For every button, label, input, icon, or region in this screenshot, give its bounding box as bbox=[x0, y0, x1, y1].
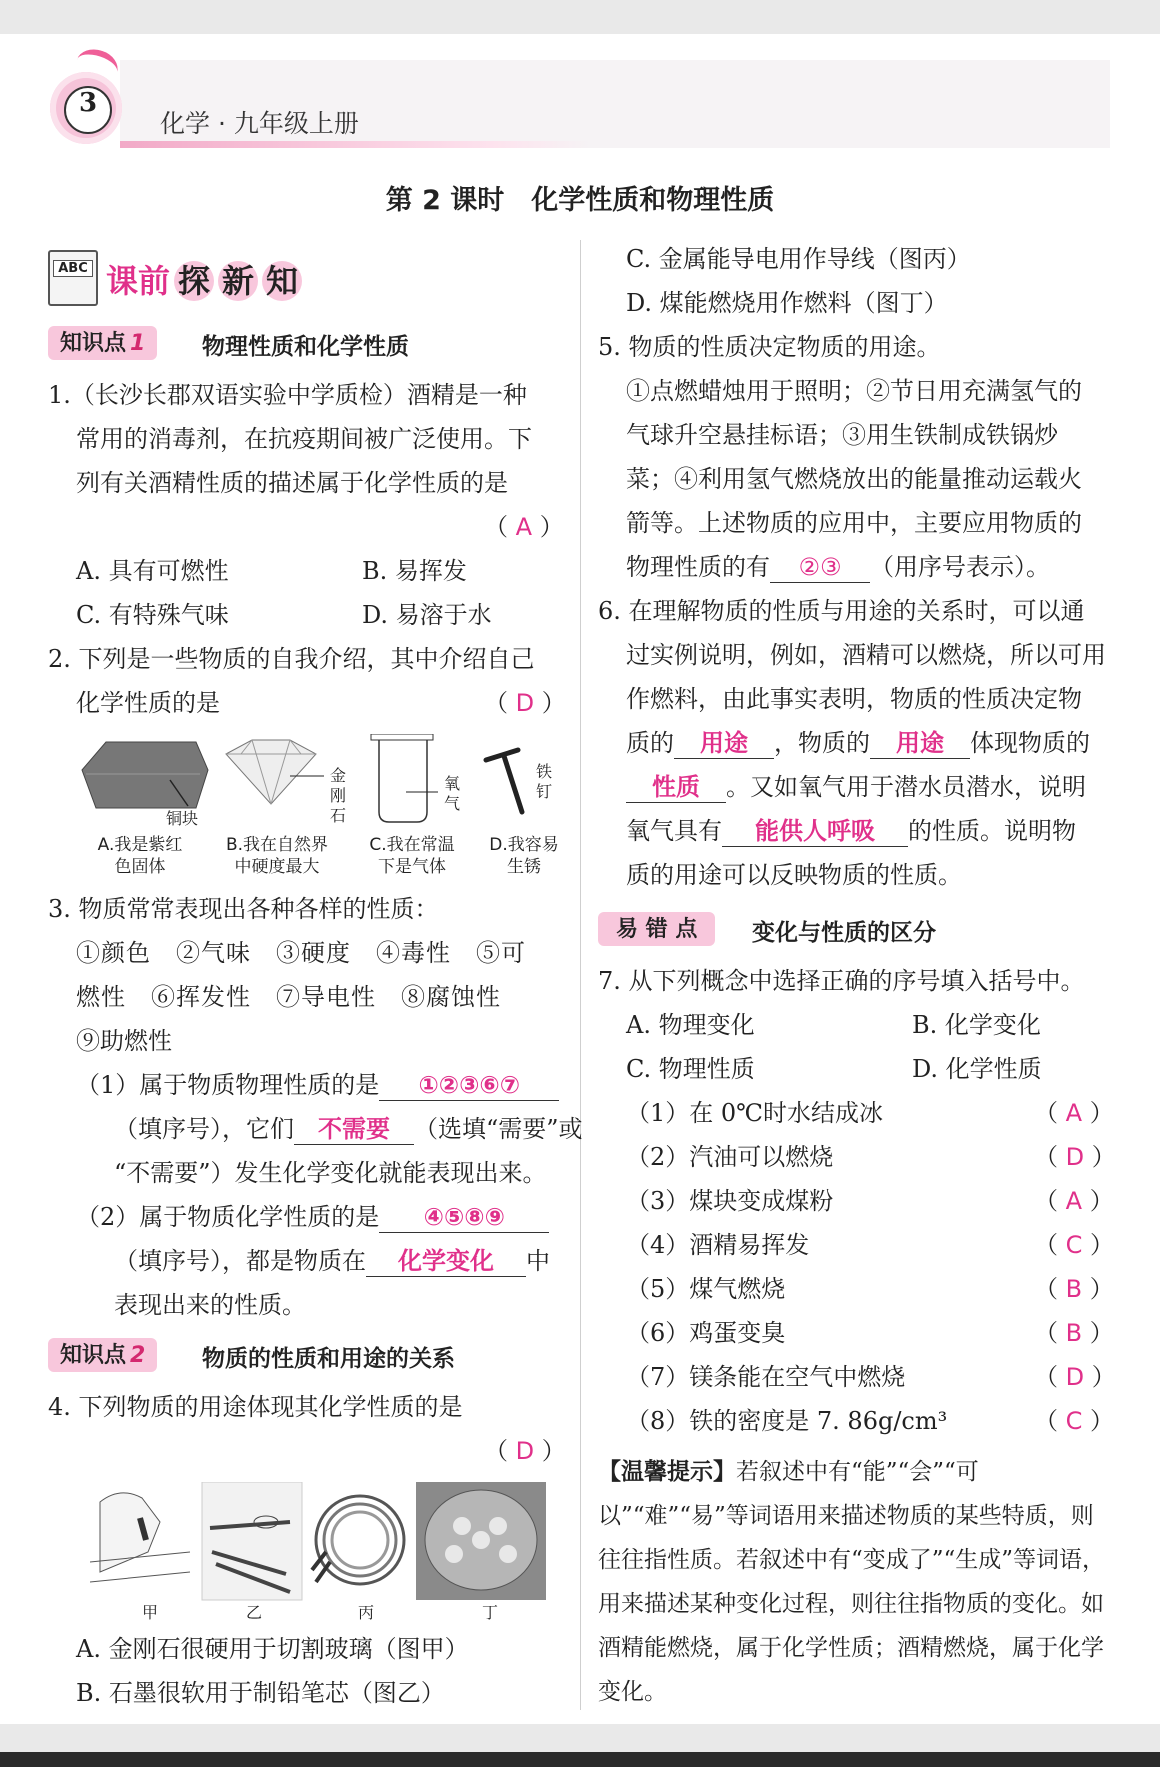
fig-label-bing: 丙 bbox=[358, 1603, 375, 1622]
q3-line2: ①颜色 ②气味 ③硬度 ④毒性 ⑤可 bbox=[76, 939, 526, 967]
q4-option-d: D. 煤能燃烧用作燃料（图丁） bbox=[626, 289, 948, 317]
q6-l6a: 氧气具有 bbox=[626, 817, 722, 845]
fig-label-jia: 甲 bbox=[142, 1603, 159, 1622]
q7-item: （8）铁的密度是 7. 86g/cm³ bbox=[626, 1407, 948, 1435]
q1-option-a: A. 具有可燃性 bbox=[76, 557, 229, 585]
q3-p1-answer2: 不需要 bbox=[294, 1114, 414, 1145]
q7-item-answer-box: （ B ） bbox=[1034, 1319, 1114, 1347]
q7-item-answer: C bbox=[1065, 1231, 1083, 1259]
q5-line2: ①点燃蜡烛用于照明；②节日用充满氢气的 bbox=[626, 377, 1082, 405]
q7-item-answer: B bbox=[1065, 1319, 1083, 1347]
q7-item-answer: A bbox=[1065, 1187, 1083, 1215]
q4-answer: D bbox=[515, 1437, 535, 1465]
nail-image bbox=[486, 750, 522, 812]
q2-caption-c: C.我在常温 下是气体 bbox=[369, 835, 455, 877]
q7-option-b: B. 化学变化 bbox=[912, 1011, 1041, 1039]
q2-figure bbox=[76, 734, 566, 824]
fig-label-ding: 丁 bbox=[482, 1603, 499, 1622]
kp-tag: 易 错 点 bbox=[598, 912, 715, 946]
q2-line2: 化学性质的是 bbox=[76, 689, 220, 717]
knowledge-point-1 bbox=[48, 326, 409, 362]
q6-l6b: 的性质。说明物 bbox=[908, 817, 1076, 845]
q1-answer: A bbox=[515, 513, 533, 541]
page-number: 3 bbox=[64, 86, 112, 134]
pencil-image bbox=[202, 1482, 302, 1600]
header-underline bbox=[120, 141, 590, 148]
nail-label: 铁 钉 bbox=[536, 762, 553, 801]
copper-label: 铜块 bbox=[166, 809, 199, 828]
q7-item-answer: B bbox=[1065, 1275, 1083, 1303]
kp-tag-text: 知识点 bbox=[60, 331, 127, 356]
q3-line1: 3. 物质常常表现出各种各样的性质： bbox=[48, 895, 439, 923]
q1-line2: 常用的消毒剂，在抗疫期间被广泛使用。下 bbox=[76, 425, 532, 453]
q3-p2b-text: （填序号），都是物质在 bbox=[114, 1247, 366, 1275]
kp-title: 物质的性质和用途的关系 bbox=[202, 1346, 455, 1372]
section-title-a: 课前 bbox=[106, 262, 171, 300]
q6-line6 bbox=[626, 816, 1076, 847]
q3-part1-line3: “不需要”）发生化学变化就能表现出来。 bbox=[114, 1159, 547, 1187]
q1-line3: 列有关酒精性质的描述属于化学性质的是 bbox=[76, 469, 508, 497]
q2-line1: 2. 下列是一些物质的自我介绍，其中介绍自己 bbox=[48, 645, 535, 673]
kp-tag bbox=[48, 326, 157, 360]
q7-item: （1）在 0℃时水结成冰 bbox=[626, 1099, 884, 1127]
q4-option-b: B. 石墨很软用于制铅笔芯（图乙） bbox=[76, 1679, 445, 1707]
q7-item-answer-box: （ A ） bbox=[1034, 1099, 1114, 1127]
q7-option-a: A. 物理变化 bbox=[626, 1011, 755, 1039]
abc-book-icon bbox=[48, 250, 98, 306]
q5-l6a: 物理性质的有 bbox=[626, 553, 770, 581]
book-title: 化学 · 九年级上册 bbox=[160, 109, 359, 138]
q2-answer: D bbox=[515, 689, 535, 717]
q4-line1: 4. 下列物质的用途体现其化学性质的是 bbox=[48, 1393, 463, 1421]
section-title-char: 新 bbox=[218, 261, 258, 301]
q6-answer4: 能供人呼吸 bbox=[722, 816, 908, 847]
q1-option-d: D. 易溶于水 bbox=[362, 601, 492, 629]
q7-option-d: D. 化学性质 bbox=[912, 1055, 1042, 1083]
abc-icon-text: ABC bbox=[53, 260, 93, 277]
column-divider bbox=[580, 240, 581, 1710]
warm-tip bbox=[598, 1450, 1113, 1714]
q5-answer: ②③ bbox=[770, 552, 870, 583]
q5-line4: 菜；④利用氢气燃烧放出的能量推动运载火 bbox=[626, 465, 1082, 493]
kp-title: 物理性质和化学性质 bbox=[202, 334, 409, 360]
page-number-badge bbox=[50, 72, 122, 144]
q6-l5b: 。又如氧气用于潜水员潜水，说明 bbox=[726, 773, 1086, 801]
q5-line6 bbox=[626, 552, 1050, 583]
q6-l4a: 质的 bbox=[626, 729, 674, 757]
q7-item-answer: A bbox=[1065, 1099, 1083, 1127]
q6-line5 bbox=[626, 772, 1086, 803]
q3-p2-answer2: 化学变化 bbox=[366, 1246, 526, 1277]
bottom-bar bbox=[0, 1752, 1160, 1767]
q6-l4c: 体现物质的 bbox=[970, 729, 1090, 757]
section-title bbox=[106, 256, 302, 302]
q3-p1-answer: ①②③⑥⑦ bbox=[379, 1070, 559, 1101]
q6-line2: 过实例说明，例如，酒精可以燃烧，所以可用 bbox=[626, 641, 1106, 669]
q1-line1: 1.（长沙长郡双语实验中学质检）酒精是一种 bbox=[48, 381, 527, 409]
q1-option-c: C. 有特殊气味 bbox=[76, 601, 229, 629]
q7-line1: 7. 从下列概念中选择正确的序号填入括号中。 bbox=[598, 967, 1085, 995]
q7-item-answer-box: （ B ） bbox=[1034, 1275, 1114, 1303]
q6-answer3: 性质 bbox=[626, 772, 726, 803]
q3-part2-line2 bbox=[114, 1246, 550, 1277]
q7-item-answer-box: （ D ） bbox=[1034, 1363, 1116, 1391]
q6-answer1: 用途 bbox=[674, 728, 774, 759]
q3-part2-line3: 表现出来的性质。 bbox=[114, 1291, 306, 1319]
q2-caption-d: D.我容易 生锈 bbox=[489, 835, 559, 877]
q3-p1b-text: （填序号），它们 bbox=[114, 1115, 294, 1143]
q7-option-c: C. 物理性质 bbox=[626, 1055, 755, 1083]
q7-item-answer-box: （ C ） bbox=[1034, 1407, 1115, 1435]
q7-item: （7）镁条能在空气中燃烧 bbox=[626, 1363, 906, 1391]
kp-title: 变化与性质的区分 bbox=[752, 920, 936, 946]
coal-stove-image bbox=[416, 1482, 546, 1600]
lesson-title: 第 2 课时 化学性质和物理性质 bbox=[385, 185, 775, 216]
q7-item: （6）鸡蛋变臭 bbox=[626, 1319, 786, 1347]
section-title-char: 探 bbox=[174, 261, 214, 301]
q7-item-answer: D bbox=[1065, 1143, 1085, 1171]
q7-item-answer: C bbox=[1065, 1407, 1083, 1435]
q3-p2-answer: ④⑤⑧⑨ bbox=[379, 1202, 549, 1233]
q2-caption-a: A.我是紫红 色固体 bbox=[97, 835, 183, 877]
fig-label-yi: 乙 bbox=[246, 1603, 263, 1622]
kp-tag bbox=[48, 1338, 157, 1372]
q7-item: （5）煤气燃烧 bbox=[626, 1275, 786, 1303]
q6-line4 bbox=[626, 728, 1090, 759]
q3-part1 bbox=[76, 1070, 559, 1101]
q6-l4b: ，物质的 bbox=[774, 729, 870, 757]
q1-answer-box: （ A ） bbox=[484, 513, 564, 541]
kp-num: 2 bbox=[130, 1343, 146, 1368]
q3-line4: ⑨助燃性 bbox=[76, 1027, 172, 1055]
q6-line1: 6. 在理解物质的性质与用途的关系时，可以通 bbox=[598, 597, 1085, 625]
kp-tag-text: 知识点 bbox=[60, 1343, 127, 1368]
diamond-label: 金 刚 石 bbox=[330, 766, 347, 825]
q3-p2-text: （2）属于物质化学性质的是 bbox=[76, 1203, 380, 1231]
q6-line3: 作燃料，由此事实表明，物质的性质决定物 bbox=[626, 685, 1082, 713]
q7-item-answer: D bbox=[1065, 1363, 1085, 1391]
q5-line3: 气球升空悬挂标语；③用生铁制成铁锅炒 bbox=[626, 421, 1058, 449]
knowledge-point-2 bbox=[48, 1338, 455, 1374]
q5-line5: 箭等。上述物质的应用中，主要应用物质的 bbox=[626, 509, 1082, 537]
q7-item-answer-box: （ A ） bbox=[1034, 1187, 1114, 1215]
q7-item-answer-box: （ D ） bbox=[1034, 1143, 1116, 1171]
q3-part1-line2 bbox=[114, 1114, 583, 1145]
q2-caption-b: B.我在自然界 中硬度最大 bbox=[225, 835, 329, 877]
q3-p1-text: （1）属于物质物理性质的是 bbox=[76, 1071, 380, 1099]
error-point bbox=[598, 912, 936, 948]
q7-item-answer-box: （ C ） bbox=[1034, 1231, 1115, 1259]
diamond-image bbox=[226, 740, 316, 804]
gas-jar-image bbox=[371, 734, 433, 740]
q1-option-b: B. 易挥发 bbox=[362, 557, 467, 585]
q4-option-a: A. 金刚石很硬用于切割玻璃（图甲） bbox=[76, 1635, 469, 1663]
q5-l6b: （用序号表示）。 bbox=[870, 553, 1050, 581]
wire-coil-image bbox=[312, 1496, 404, 1584]
copper-block-image bbox=[82, 742, 208, 808]
oxygen-label: 氧 气 bbox=[444, 774, 461, 813]
q7-item: （4）酒精易挥发 bbox=[626, 1231, 810, 1259]
q3-p2c-text: 中 bbox=[526, 1247, 550, 1275]
q7-item: （2）汽油可以燃烧 bbox=[626, 1143, 834, 1171]
q6-line7: 质的用途可以反映物质的性质。 bbox=[626, 861, 962, 889]
q3-line3: 燃性 ⑥挥发性 ⑦导电性 ⑧腐蚀性 bbox=[76, 983, 501, 1011]
q4-answer-box: （ D ） bbox=[484, 1437, 566, 1465]
q3-p1c-text: （选填“需要”或 bbox=[414, 1115, 583, 1143]
q7-item: （3）煤块变成煤粉 bbox=[626, 1187, 834, 1215]
kp-num: 1 bbox=[130, 331, 146, 356]
q4-option-c: C. 金属能导电用作导线（图丙） bbox=[626, 245, 971, 273]
q3-part2 bbox=[76, 1202, 549, 1233]
tip-head: 【温馨提示】 bbox=[598, 1459, 736, 1485]
section-title-char: 知 bbox=[262, 261, 302, 301]
q2-answer-box: （ D ） bbox=[484, 689, 566, 717]
glass-cutter-image bbox=[90, 1493, 190, 1582]
q4-figure bbox=[90, 1482, 550, 1602]
tip-body: 若叙述中有“能”“会”“可以”“难”“易”等词语用来描述物质的某些特质，则往往指性质。若叙述中有“变成了”“生成”等词语，用来描述某种变化过程，则往往指物质的变化。如酒精能燃烧，属于化学性质；酒精燃烧，属于化学变化。 bbox=[598, 1459, 1106, 1705]
q5-line1: 5. 物质的性质决定物质的用途。 bbox=[598, 333, 941, 361]
q6-answer2: 用途 bbox=[870, 728, 970, 759]
